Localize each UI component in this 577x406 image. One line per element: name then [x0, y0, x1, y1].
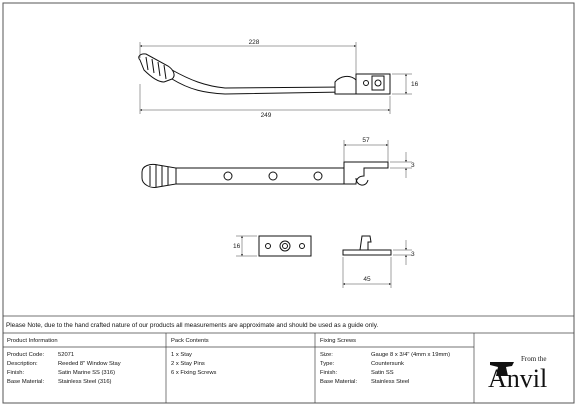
- dim-label-16-end: 16: [411, 81, 419, 88]
- label-screw-finish: Finish:: [320, 370, 338, 376]
- label-product-code: Product Code:: [7, 352, 45, 358]
- value-screw-finish: Satin SS: [371, 370, 394, 376]
- value-type: Countersunk: [371, 361, 404, 367]
- label-screw-base-material: Base Material:: [320, 379, 358, 385]
- label-size: Size:: [320, 352, 333, 358]
- pack-contents-header: Pack Contents: [171, 338, 209, 344]
- value-size: Gauge 8 x 3/4" (4mm x 19mm): [371, 352, 451, 358]
- dimension-16-end: [392, 74, 412, 94]
- dim-label-16-plate: 16: [233, 243, 241, 250]
- stay-top-view: [139, 54, 390, 94]
- dimension-3-pin: [393, 240, 412, 265]
- disclaimer-note: Please Note, due to the hand crafted nature of our products all measurements are approximate and should be used as a guide only.: [6, 322, 379, 329]
- dimension-45: [343, 257, 391, 288]
- pack-contents-list: [171, 351, 216, 378]
- svg-text:From the: From the: [521, 355, 547, 363]
- value-finish: Satin Marine SS (316): [58, 370, 116, 376]
- value-base-material: Stainless Steel (316): [58, 379, 112, 385]
- dim-label-45: 45: [363, 276, 371, 283]
- dim-label-3-pin: 3: [411, 251, 415, 258]
- dim-label-3-stay: 3: [411, 162, 415, 169]
- value-product-code: 52071: [58, 352, 75, 358]
- product-info-labels: [7, 351, 44, 387]
- sheet-border: [3, 3, 574, 403]
- pack-item: 2 x Stay Pins: [171, 361, 205, 367]
- dimension-228: [140, 42, 356, 74]
- label-base-material: Base Material:: [7, 379, 45, 385]
- label-description: Description:: [7, 361, 38, 367]
- pack-item: 1 x Stay: [171, 352, 192, 358]
- fixing-screws-values: [371, 351, 450, 387]
- dim-label-228: 228: [248, 39, 260, 46]
- fixing-screws-labels: [320, 351, 357, 387]
- dim-label-249: 249: [260, 112, 272, 119]
- stay-pin-side: [343, 236, 391, 255]
- dimension-3-stay: [390, 152, 412, 178]
- value-screw-base-material: Stainless Steel: [371, 379, 410, 385]
- stay-pin-plate-front: [259, 236, 311, 256]
- fixing-screws-header: Fixing Screws: [320, 338, 357, 344]
- svg-text:Anvil: Anvil: [488, 364, 548, 393]
- product-info-values: [58, 351, 121, 387]
- stay-side-view: [142, 162, 388, 187]
- pack-item: 6 x Fixing Screws: [171, 370, 217, 376]
- dim-label-57: 57: [362, 137, 370, 144]
- value-description: Reeded 8" Window Stay: [58, 361, 121, 367]
- label-type: Type:: [320, 361, 335, 367]
- label-finish: Finish:: [7, 370, 25, 376]
- product-info-header: Product Information: [7, 338, 58, 344]
- anvil-logo: [488, 355, 547, 393]
